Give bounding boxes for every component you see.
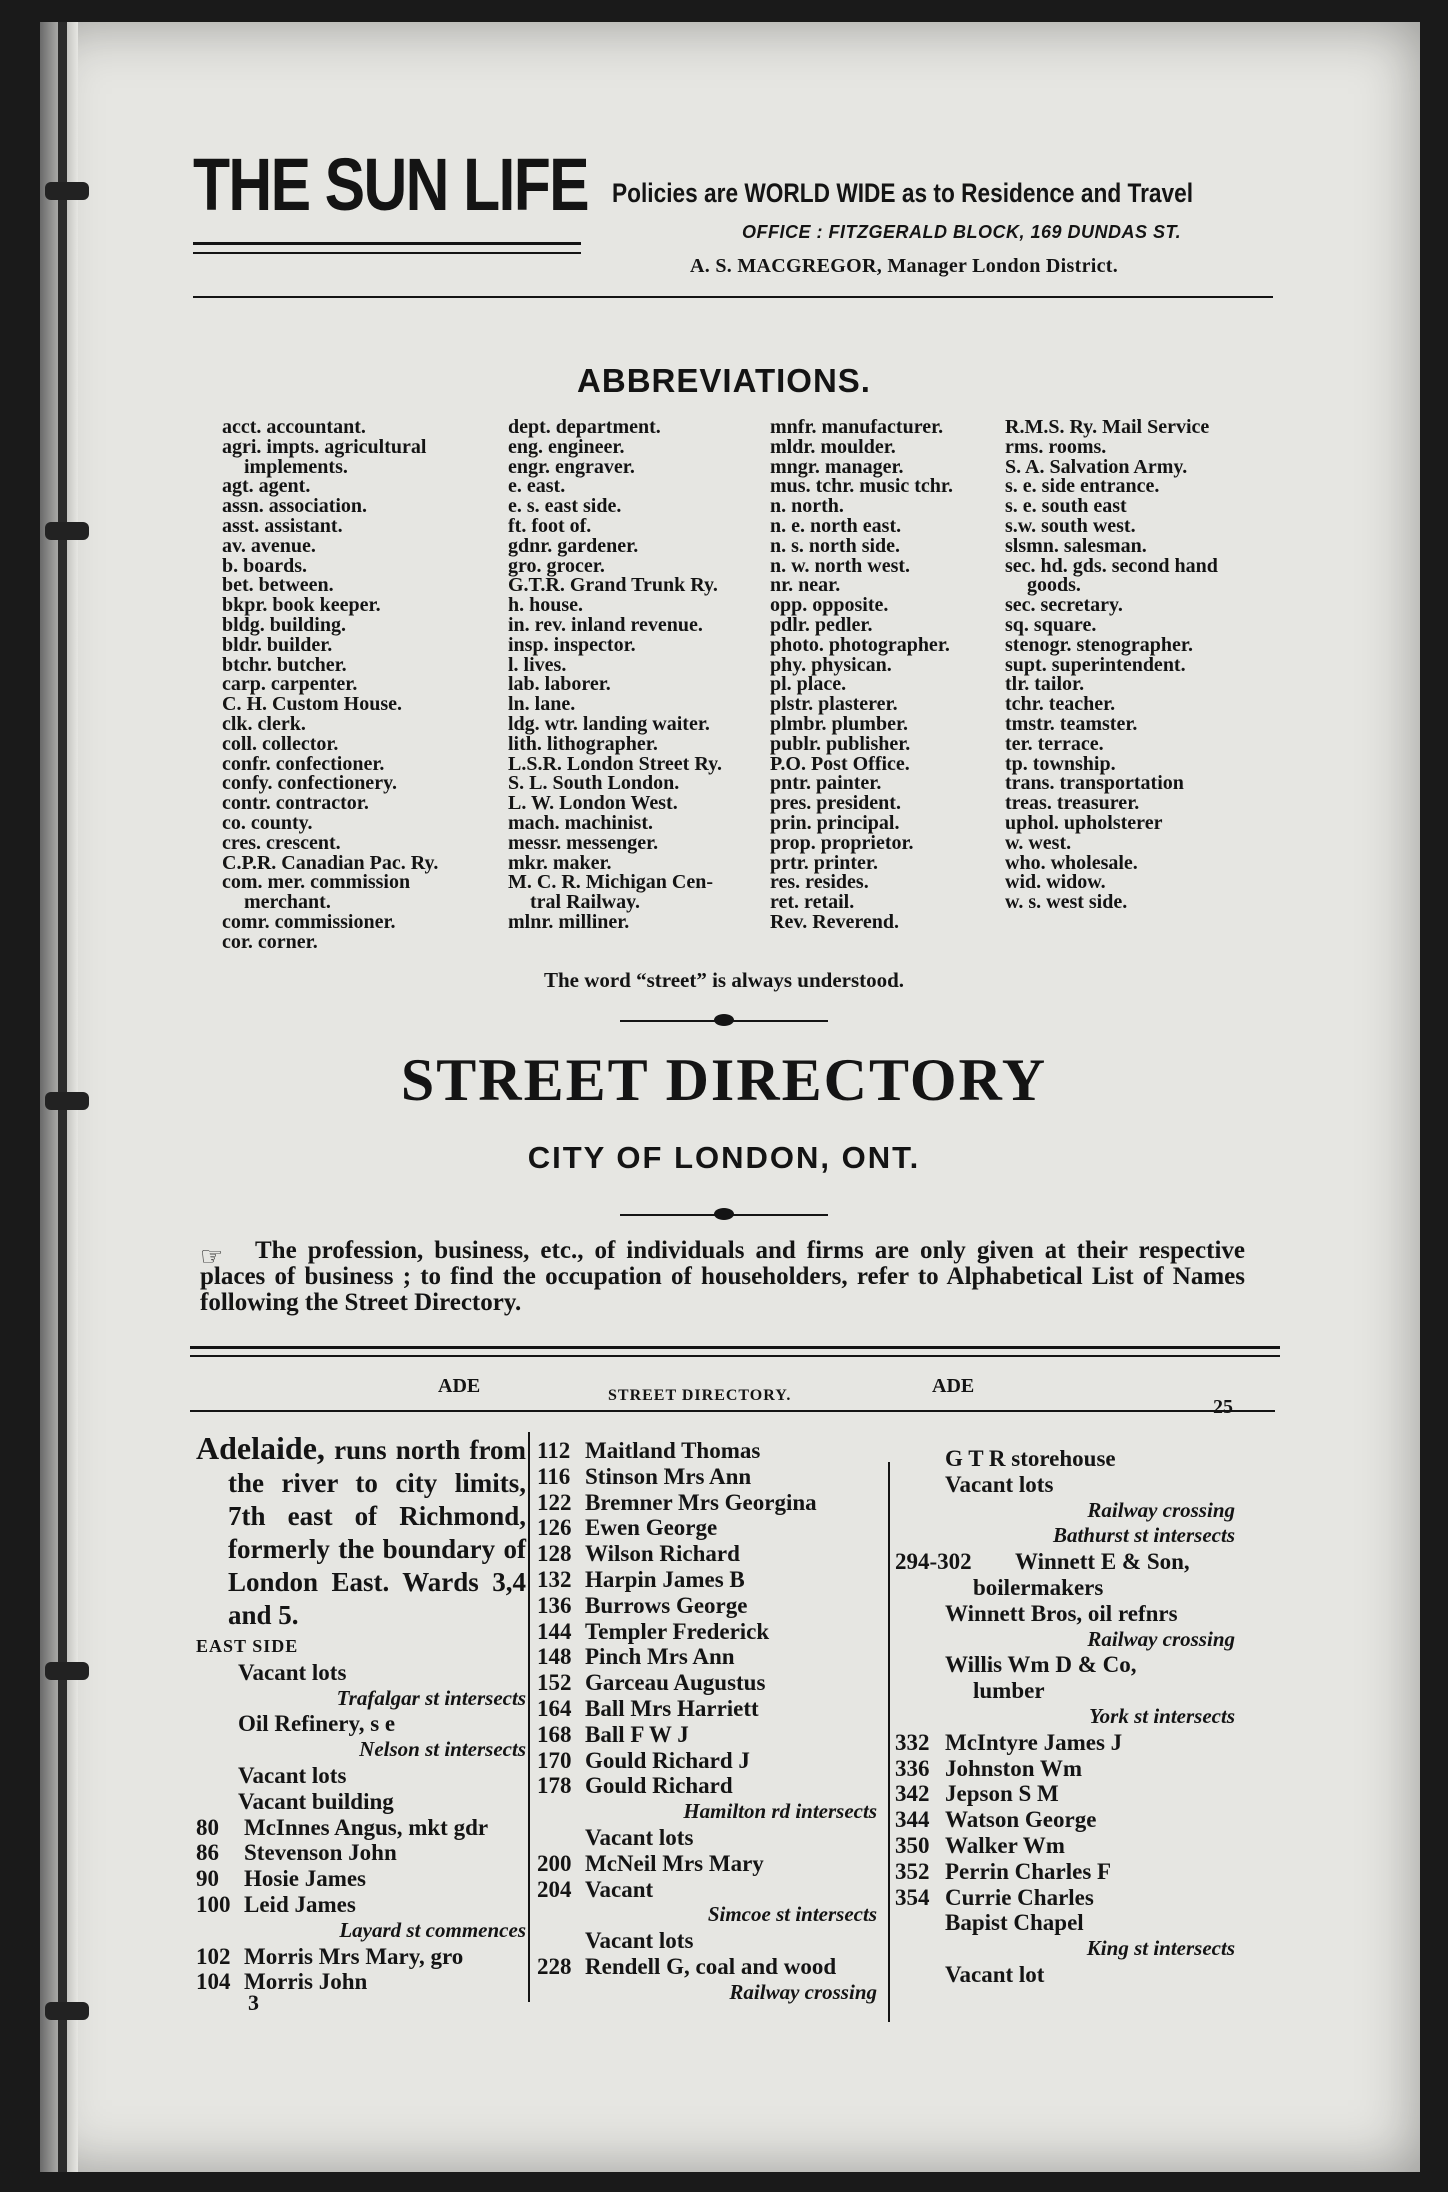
abbreviation-entry: photo. photographer. xyxy=(770,633,950,656)
directory-entry xyxy=(537,1670,877,1696)
abbreviation-entry: pntr. painter. xyxy=(770,772,882,795)
cross-street-text: Layard st commences xyxy=(339,1917,526,1942)
cross-street-text: King st intersects xyxy=(1086,1936,1235,1961)
occupant-name: Winnett Bros, oil refnrs xyxy=(945,1600,1178,1626)
abbreviation-entry: tmstr. teamster. xyxy=(1005,712,1138,735)
directory-entry xyxy=(895,1575,1235,1601)
directory-entry xyxy=(537,1490,877,1516)
abbreviation-entry: s. e. side entrance. xyxy=(1005,475,1160,498)
header-rule xyxy=(193,296,1273,298)
directory-entry xyxy=(537,1567,877,1593)
abbreviation-entry: plmbr. plumber. xyxy=(770,712,909,735)
occupant-name: Willis Wm D & Co, xyxy=(945,1652,1137,1678)
binding-clip xyxy=(45,2002,89,2020)
occupant-name: Ball Mrs Harriett xyxy=(585,1695,759,1721)
abbreviation-entry: b. boards. xyxy=(222,554,308,577)
house-number: 350 xyxy=(895,1832,930,1858)
directory-entry xyxy=(537,1722,877,1748)
occupant-name: Stevenson John xyxy=(244,1840,397,1866)
abbreviation-entry: in. rev. inland revenue. xyxy=(508,613,703,636)
house-number: 152 xyxy=(537,1670,572,1696)
directory-entry xyxy=(537,1438,877,1464)
cross-street-text: Railway crossing xyxy=(1087,1626,1235,1651)
abbreviation-entry: sec. secretary. xyxy=(1005,594,1123,617)
directory-entry xyxy=(196,1789,526,1815)
ad-manager: A. S. MACGREGOR, Manager London District. xyxy=(690,255,1119,277)
abbreviation-entry: who. wholesale. xyxy=(1005,851,1138,874)
double-rule xyxy=(190,1346,1280,1357)
abbreviation-entry: bldg. building. xyxy=(222,613,346,636)
abbreviations-column-1 xyxy=(222,418,438,953)
abbreviation-entry: cres. crescent. xyxy=(222,831,341,854)
occupant-name: Gould Richard xyxy=(585,1773,733,1799)
abbreviation-entry: supt. superintendent. xyxy=(1005,653,1186,676)
abbreviation-entry: treas. treasurer. xyxy=(1005,792,1140,815)
house-number: 126 xyxy=(537,1515,572,1541)
house-number: 144 xyxy=(537,1618,572,1644)
abbreviation-entry: acct. accountant. xyxy=(222,416,366,438)
directory-entry xyxy=(895,1601,1235,1627)
abbreviations-title: ABBREVIATIONS. xyxy=(577,362,871,399)
occupant-name: McIntyre James J xyxy=(945,1729,1123,1755)
directory-column-2 xyxy=(537,1438,877,2006)
abbreviation-entry: eng. engineer. xyxy=(508,435,625,458)
cross-street-note xyxy=(895,1704,1235,1730)
abbreviation-entry: confr. confectioner. xyxy=(222,752,385,775)
house-number: 122 xyxy=(537,1489,572,1515)
directory-entry xyxy=(537,1877,877,1903)
directory-entry xyxy=(537,1773,877,1799)
cross-street-note xyxy=(895,1523,1235,1549)
abbreviation-entry: C.P.R. Canadian Pac. Ry. xyxy=(222,851,439,874)
abbreviation-entry: agri. impts. agricultural xyxy=(222,435,427,458)
abbreviation-entry: gdnr. gardener. xyxy=(508,534,639,557)
abbreviation-entry: trans. transportation xyxy=(1005,772,1184,795)
directory-entry xyxy=(537,1644,877,1670)
directory-entry xyxy=(537,1696,877,1722)
cross-street-note xyxy=(895,1627,1235,1653)
directory-entry xyxy=(537,1541,877,1567)
occupant-name: Vacant building xyxy=(238,1788,394,1814)
column-1-entries xyxy=(196,1660,526,1995)
cross-street-text: Nelson st intersects xyxy=(359,1737,526,1762)
cross-street-text: Bathurst st intersects xyxy=(1052,1523,1235,1548)
occupant-name: Harpin James B xyxy=(585,1566,745,1592)
cross-street-note xyxy=(196,1737,526,1763)
house-number: 100 xyxy=(196,1891,231,1917)
house-number: 90 xyxy=(196,1866,219,1892)
abbreviation-entry: h. house. xyxy=(508,594,584,617)
abbreviation-entry: merchant. xyxy=(244,891,331,914)
abbreviation-entry: S. L. South London. xyxy=(508,772,680,795)
occupant-name: Watson George xyxy=(945,1807,1097,1833)
abbreviation-entry: mnfr. manufacturer. xyxy=(770,416,944,438)
signature-mark: 3 xyxy=(248,1990,259,2015)
directory-entry xyxy=(537,1619,877,1645)
directory-entry xyxy=(537,1825,877,1851)
abbreviation-entry: w. west. xyxy=(1005,831,1072,854)
abbreviation-entry: M. C. R. Michigan Cen- xyxy=(508,871,713,894)
occupant-name: Templer Frederick xyxy=(585,1618,770,1644)
occupant-name: Vacant lot xyxy=(945,1961,1045,1987)
occupant-name: Bremner Mrs Georgina xyxy=(585,1489,817,1515)
abbreviation-entry: btchr. butcher. xyxy=(222,653,347,676)
directory-subtitle: CITY OF LONDON, ONT. xyxy=(527,1140,921,1175)
directory-entry xyxy=(895,1859,1235,1885)
directory-entry xyxy=(895,1833,1235,1859)
abbreviation-entry: gro. grocer. xyxy=(508,554,605,577)
abbreviation-entry: bkpr. book keeper. xyxy=(222,594,381,617)
abbreviation-entry: publr. publisher. xyxy=(770,732,911,755)
occupant-name: Vacant lots xyxy=(238,1762,347,1788)
abbreviation-entry: w. s. west side. xyxy=(1005,891,1128,914)
directory-entry xyxy=(196,1711,526,1737)
directory-entry xyxy=(537,1464,877,1490)
abbreviation-entry: n. north. xyxy=(770,495,844,518)
house-number: 294-302 xyxy=(895,1549,972,1575)
abbreviation-entry: bldr. builder. xyxy=(222,633,333,656)
house-number: 102 xyxy=(196,1943,231,1969)
running-head-left: ADE xyxy=(438,1375,481,1397)
house-number: 80 xyxy=(196,1814,219,1840)
occupant-name: Currie Charles xyxy=(945,1884,1094,1910)
occupant-name: Pinch Mrs Ann xyxy=(585,1644,735,1670)
abbreviation-entry: s.w. south west. xyxy=(1005,514,1136,537)
abbreviation-entry: sq. square. xyxy=(1005,613,1097,636)
abbreviation-entry: av. avenue. xyxy=(222,534,316,557)
house-number: 168 xyxy=(537,1721,572,1747)
house-number: 128 xyxy=(537,1541,572,1567)
occupant-name: Ewen George xyxy=(585,1515,718,1541)
street-description: runs north from the river to city limits, 7th east of Richmond, formerly the boundary of London East. Wards 3,4 and 5. xyxy=(228,1435,526,1630)
directory-entry xyxy=(537,1515,877,1541)
directory-title: STREET DIRECTORY xyxy=(400,1047,1048,1113)
directory-entry xyxy=(196,1660,526,1686)
side-label: EAST SIDE xyxy=(196,1636,299,1656)
abbreviation-entry: opp. opposite. xyxy=(770,594,889,617)
abbreviation-entry: ter. terrace. xyxy=(1005,732,1104,755)
directory-entry xyxy=(895,1549,1235,1575)
house-number: 178 xyxy=(537,1773,572,1799)
binding-clip xyxy=(45,182,89,200)
directory-entry xyxy=(895,1962,1235,1988)
occupant-name: Vacant lots xyxy=(945,1471,1054,1497)
cross-street-note xyxy=(895,1498,1235,1524)
directory-column-3 xyxy=(895,1446,1235,1988)
ornament-divider xyxy=(620,1014,828,1028)
abbreviations-column-2 xyxy=(508,418,722,933)
house-number: 336 xyxy=(895,1755,930,1781)
abbreviation-entry: Rev. Reverend. xyxy=(770,910,900,933)
directory-entry xyxy=(196,1892,526,1918)
occupant-name: Morris Mrs Mary, gro xyxy=(244,1943,464,1969)
street-note: The word “street” is always understood. xyxy=(543,968,905,992)
abbreviation-entry: prop. proprietor. xyxy=(770,831,914,854)
abbreviation-entry: cor. corner. xyxy=(222,930,318,953)
abbreviation-entry: res. resides. xyxy=(770,871,869,894)
abbreviation-entry: ln. lane. xyxy=(508,693,576,716)
abbreviation-entry: ret. retail. xyxy=(770,891,855,914)
directory-entry xyxy=(895,1678,1235,1704)
abbreviations-column-4 xyxy=(1005,418,1218,913)
house-number: 344 xyxy=(895,1807,930,1833)
ad-office: OFFICE : FITZGERALD BLOCK, 169 DUNDAS ST. xyxy=(742,222,1182,242)
abbreviation-entry: S. A. Salvation Army. xyxy=(1005,455,1188,478)
abbreviation-entry: prtr. printer. xyxy=(770,851,878,874)
house-number: 164 xyxy=(537,1695,572,1721)
occupant-name: lumber xyxy=(973,1678,1045,1704)
abbreviation-entry: ft. foot of. xyxy=(508,514,592,537)
running-head-rule xyxy=(190,1410,1275,1412)
ad-brand-rule xyxy=(193,242,581,254)
cross-street-text: York st intersects xyxy=(1089,1703,1235,1728)
directory-entry xyxy=(895,1446,1235,1472)
cross-street-text: Trafalgar st intersects xyxy=(336,1685,526,1710)
abbreviation-entry: mldr. moulder. xyxy=(770,435,896,458)
page-number: 25 xyxy=(1213,1396,1233,1418)
running-head-right: ADE xyxy=(932,1375,975,1397)
abbreviation-entry: G.T.R. Grand Trunk Ry. xyxy=(508,574,718,597)
abbreviation-entry: P.O. Post Office. xyxy=(770,752,910,775)
abbreviation-entry: tlr. tailor. xyxy=(1005,673,1085,696)
cross-street-text: Simcoe st intersects xyxy=(707,1902,877,1927)
occupant-name: Winnett E & Son, xyxy=(1015,1549,1190,1575)
directory-entry xyxy=(537,1851,877,1877)
pointing-hand-icon: ☞ xyxy=(200,1242,224,1271)
cross-street-text: Railway crossing xyxy=(729,1979,877,2004)
occupant-name: Leid James xyxy=(244,1891,356,1917)
abbreviation-entry: sec. hd. gds. second hand xyxy=(1005,554,1218,577)
directory-intro: The profession, business, etc., of individuals and firms are only given at their respective places of business ; to find the occupation of householders, refer to Alphabetical List of Names following the Street Directory. xyxy=(200,1237,1245,1316)
directory-entry xyxy=(895,1807,1235,1833)
abbreviation-entry: tchr. teacher. xyxy=(1005,693,1116,716)
abbreviation-entry: L. W. London West. xyxy=(508,792,678,815)
occupant-name: Vacant lots xyxy=(585,1928,694,1954)
abbreviation-entry: n. e. north east. xyxy=(770,514,902,537)
abbreviation-entry: assn. association. xyxy=(222,495,368,518)
abbreviation-entry: tral Railway. xyxy=(530,891,640,914)
street-heading xyxy=(196,1432,526,1632)
occupant-name: Hosie James xyxy=(244,1866,367,1892)
abbreviation-entry: insp. inspector. xyxy=(508,633,636,656)
occupant-name: McNeil Mrs Mary xyxy=(585,1850,764,1876)
occupant-name: Vacant lots xyxy=(238,1659,347,1685)
directory-entry xyxy=(196,1969,526,1995)
abbreviation-entry: mngr. manager. xyxy=(770,455,904,478)
house-number: 170 xyxy=(537,1747,572,1773)
street-name: Adelaide, xyxy=(196,1430,325,1466)
house-number: 136 xyxy=(537,1592,572,1618)
occupant-name: Bapist Chapel xyxy=(945,1910,1084,1936)
house-number: 112 xyxy=(537,1438,571,1463)
abbreviation-entry: implements. xyxy=(244,455,348,478)
abbreviation-entry: messr. messenger. xyxy=(508,831,659,854)
abbreviation-entry: rms. rooms. xyxy=(1005,435,1107,458)
abbreviation-entry: nr. near. xyxy=(770,574,841,597)
abbreviation-entry: prin. principal. xyxy=(770,811,900,834)
abbreviation-entry: L.S.R. London Street Ry. xyxy=(508,752,722,775)
occupant-name: boilermakers xyxy=(973,1574,1104,1600)
cross-street-text: Hamilton rd intersects xyxy=(683,1799,877,1824)
occupant-name: Vacant lots xyxy=(585,1824,694,1850)
abbreviation-entry: goods. xyxy=(1027,574,1081,597)
house-number: 86 xyxy=(196,1840,219,1866)
cross-street-note xyxy=(196,1918,526,1944)
cross-street-note xyxy=(537,1902,877,1928)
occupant-name: G T R storehouse xyxy=(945,1446,1116,1471)
abbreviation-entry: confy. confectionery. xyxy=(222,772,397,795)
binding-clip xyxy=(45,522,89,540)
house-number: 148 xyxy=(537,1644,572,1670)
directory-entry xyxy=(895,1910,1235,1936)
occupant-name: Walker Wm xyxy=(945,1832,1065,1858)
directory-entry xyxy=(895,1885,1235,1911)
cross-street-note xyxy=(196,1686,526,1712)
abbreviation-entry: R.M.S. Ry. Mail Service xyxy=(1005,416,1210,438)
directory-column-1 xyxy=(196,1432,526,1995)
abbreviation-entry: e. s. east side. xyxy=(508,495,622,518)
occupant-name: Maitland Thomas xyxy=(585,1438,761,1463)
house-number: 104 xyxy=(196,1969,231,1995)
directory-entry xyxy=(895,1652,1235,1678)
abbreviation-entry: tp. township. xyxy=(1005,752,1116,775)
abbreviation-entry: carp. carpenter. xyxy=(222,673,358,696)
column-rule xyxy=(528,1432,530,2002)
directory-entry xyxy=(196,1763,526,1789)
abbreviation-entry: co. county. xyxy=(222,811,313,834)
house-number: 132 xyxy=(537,1566,572,1592)
abbreviation-entry: l. lives. xyxy=(508,653,567,676)
ornament-divider xyxy=(620,1208,828,1222)
directory-entry xyxy=(196,1866,526,1892)
abbreviation-entry: lith. lithographer. xyxy=(508,732,658,755)
running-head-center: STREET DIRECTORY. xyxy=(608,1387,792,1404)
occupant-name: Perrin Charles F xyxy=(945,1858,1112,1884)
abbreviation-entry: e. east. xyxy=(508,475,566,498)
abbreviation-entry: pres. president. xyxy=(770,792,901,815)
house-number: 342 xyxy=(895,1781,930,1807)
abbreviation-entry: asst. assistant. xyxy=(222,514,343,537)
occupant-name: Wilson Richard xyxy=(585,1541,740,1567)
occupant-name: Stinson Mrs Ann xyxy=(585,1463,752,1489)
abbreviation-entry: n. s. north side. xyxy=(770,534,901,557)
occupant-name: Ball F W J xyxy=(585,1721,689,1747)
abbreviation-entry: dept. department. xyxy=(508,416,661,438)
house-number: 204 xyxy=(537,1876,572,1902)
abbreviation-entry: contr. contractor. xyxy=(222,792,369,815)
abbreviation-entry: agt. agent. xyxy=(222,475,311,498)
occupant-name: Vacant xyxy=(585,1876,654,1902)
abbreviation-entry: mus. tchr. music tchr. xyxy=(770,475,953,498)
directory-entry xyxy=(196,1944,526,1970)
abbreviation-entry: C. H. Custom House. xyxy=(222,693,403,716)
directory-entry xyxy=(537,1593,877,1619)
abbreviation-entry: uphol. upholsterer xyxy=(1005,811,1163,834)
directory-entry xyxy=(196,1840,526,1866)
house-number: 352 xyxy=(895,1858,930,1884)
abbreviation-entry: pdlr. pedler. xyxy=(770,613,873,636)
binding-clip xyxy=(45,1662,89,1680)
directory-entry xyxy=(895,1756,1235,1782)
abbreviation-entry: ldg. wtr. landing waiter. xyxy=(508,712,710,735)
cross-street-note xyxy=(537,1799,877,1825)
occupant-name: Garceau Augustus xyxy=(585,1670,766,1696)
ad-tagline: Policies are WORLD WIDE as to Residence and Travel xyxy=(612,178,1194,208)
abbreviation-entry: mkr. maker. xyxy=(508,851,612,874)
house-number: 354 xyxy=(895,1884,930,1910)
abbreviation-entry: stenogr. stenographer. xyxy=(1005,633,1193,656)
abbreviation-entry: plstr. plasterer. xyxy=(770,693,898,716)
cross-street-note xyxy=(895,1936,1235,1962)
abbreviation-entry: com. mer. commission xyxy=(222,871,411,894)
directory-entry xyxy=(895,1781,1235,1807)
cross-street-note xyxy=(537,1980,877,2006)
abbreviation-entry: coll. collector. xyxy=(222,732,339,755)
abbreviation-entry: lab. laborer. xyxy=(508,673,611,696)
occupant-name: Rendell G, coal and wood xyxy=(585,1953,837,1979)
occupant-name: Gould Richard J xyxy=(585,1747,750,1773)
occupant-name: Johnston Wm xyxy=(945,1755,1082,1781)
occupant-name: Burrows George xyxy=(585,1592,748,1618)
abbreviation-entry: pl. place. xyxy=(770,673,847,696)
abbreviation-entry: comr. commissioner. xyxy=(222,910,396,933)
directory-entry xyxy=(895,1472,1235,1498)
directory-entry xyxy=(537,1928,877,1954)
abbreviation-entry: phy. physican. xyxy=(770,653,892,676)
directory-entry xyxy=(895,1730,1235,1756)
column-rule xyxy=(888,1462,890,2022)
directory-entry xyxy=(537,1954,877,1980)
house-number: 116 xyxy=(537,1463,571,1489)
abbreviation-entry: s. e. south east xyxy=(1005,495,1127,518)
abbreviation-entry: mlnr. milliner. xyxy=(508,910,630,933)
occupant-name: Morris John xyxy=(244,1969,368,1995)
abbreviation-entry: wid. widow. xyxy=(1005,871,1106,894)
house-number: 228 xyxy=(537,1953,572,1979)
abbreviation-entry: clk. clerk. xyxy=(222,712,306,735)
abbreviation-entry: engr. engraver. xyxy=(508,455,635,478)
abbreviation-entry: bet. between. xyxy=(222,574,334,597)
directory-entry xyxy=(196,1815,526,1841)
abbreviation-entry: n. w. north west. xyxy=(770,554,911,577)
house-number: 332 xyxy=(895,1729,930,1755)
occupant-name: McInnes Angus, mkt gdr xyxy=(244,1814,489,1840)
occupant-name: Oil Refinery, s e xyxy=(238,1711,396,1737)
cross-street-text: Railway crossing xyxy=(1087,1497,1235,1522)
house-number: 200 xyxy=(537,1850,572,1876)
occupant-name: Jepson S M xyxy=(945,1781,1059,1807)
abbreviation-entry: slsmn. salesman. xyxy=(1005,534,1147,557)
directory-entry xyxy=(537,1748,877,1774)
abbreviation-entry: mach. machinist. xyxy=(508,811,653,834)
abbreviations-column-3 xyxy=(770,418,953,933)
ad-brand: THE SUN LIFE xyxy=(193,143,588,226)
